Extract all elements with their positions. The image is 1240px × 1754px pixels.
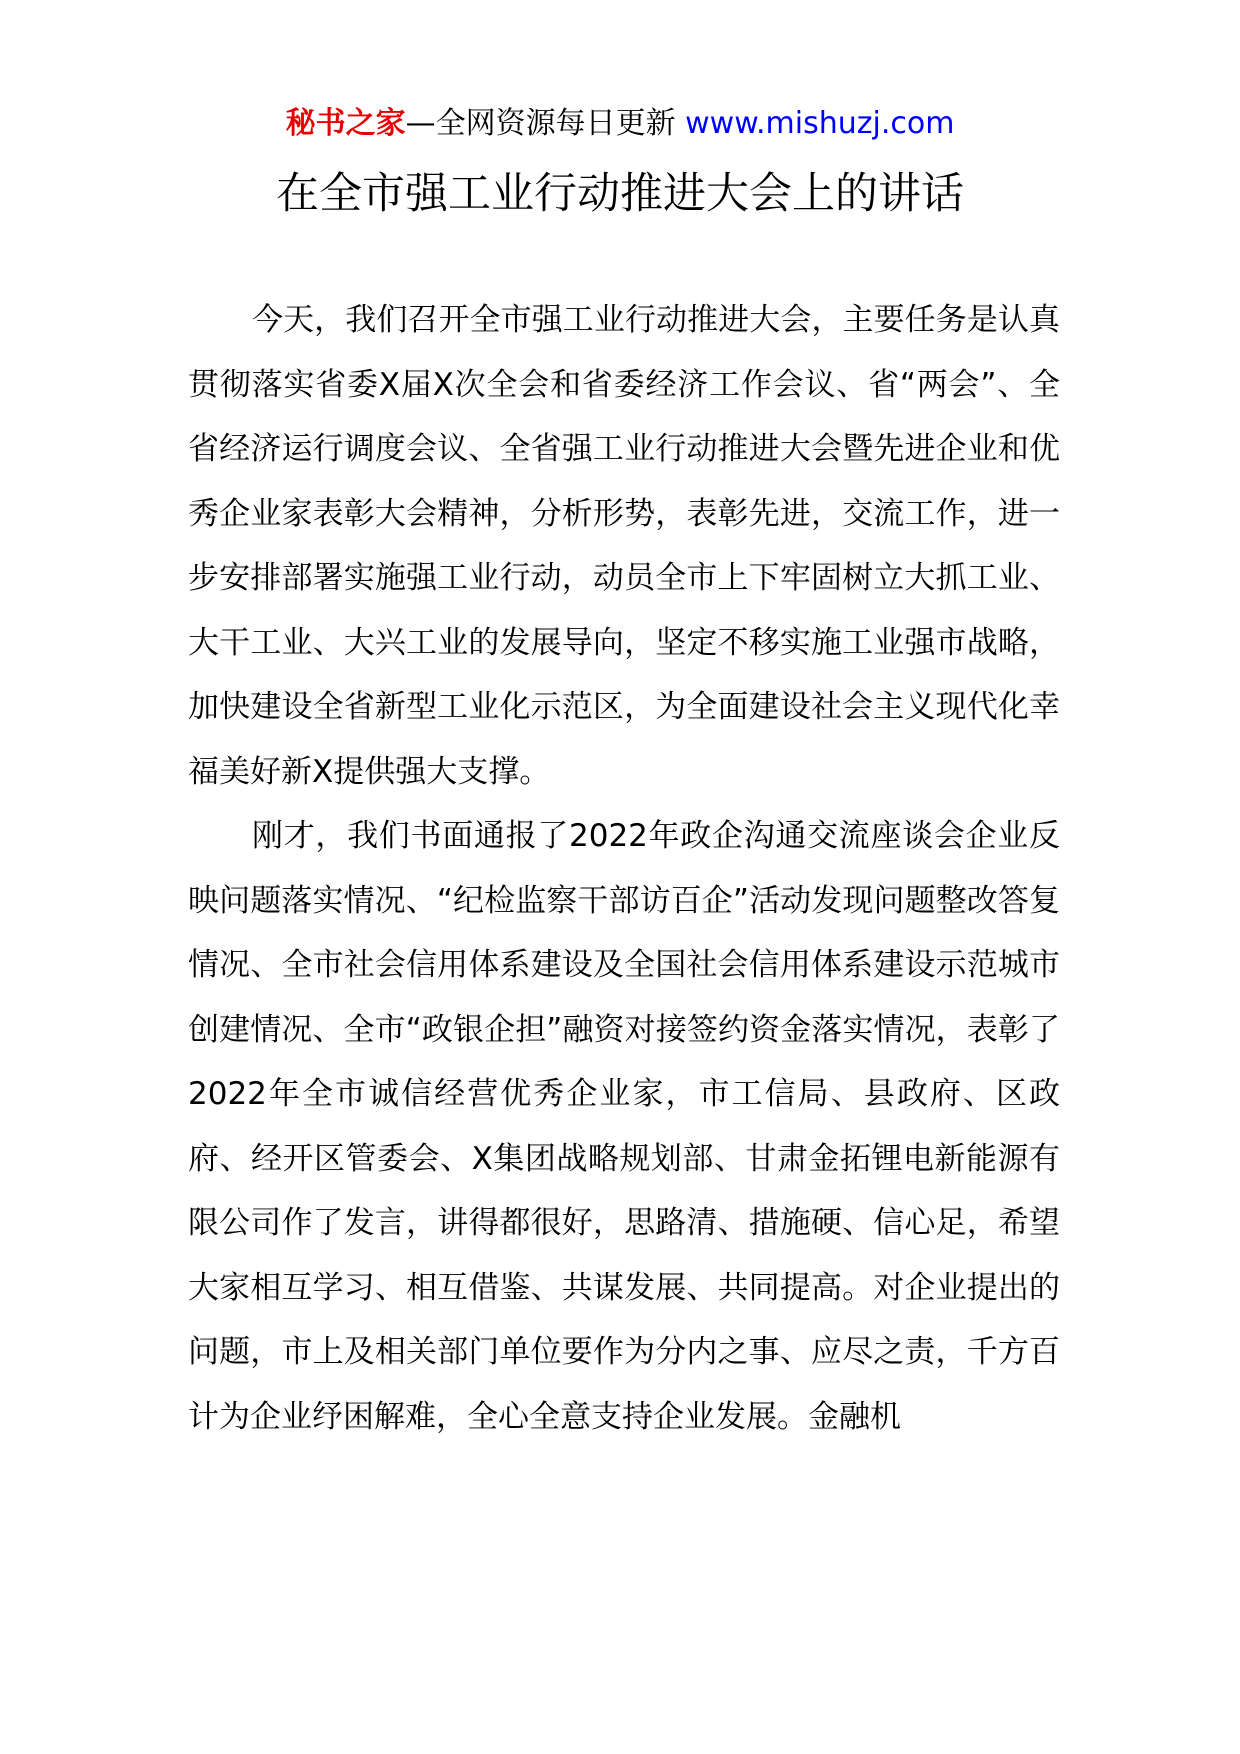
header-tagline: —全网资源每日更新 xyxy=(405,106,686,141)
document-body xyxy=(188,288,1060,1449)
site-url[interactable]: www.mishuzj.com xyxy=(685,106,955,141)
site-header xyxy=(0,100,1240,148)
brand-name: 秘书之家 xyxy=(285,106,406,141)
paragraph-2: 刚才，我们书面通报了2022年政企沟通交流座谈会企业反映问题落实情况、“纪检监察干部访百企”活动发现问题整改答复情况、全市社会信用体系建设及全国社会信用体系建设示范城市创建情况、全市“政银企担”融资对接签约资金落实情况，表彰了2022年全市诚信经营优秀企业家，市工信局、县政府、区政府、经开区管委会、X集团战略规划部、甘肃金拓锂电新能源有限公司作了发言，讲得都很好，思路清、措施硬、信心足，希望大家相互学习、相互借鉴、共谋发展、共同提高。对企业提出的问题，市上及相关部门单位要作为分内之事、应尽之责，千方百计为企业纾困解难，全心全意支持企业发展。金融机 xyxy=(188,818,1060,1435)
document-title: 在全市强工业行动推进大会上的讲话 xyxy=(276,169,964,219)
paragraph-1: 今天，我们召开全市强工业行动推进大会，主要任务是认真贯彻落实省委X届X次全会和省委经济工作会议、省“两会”、全省经济运行调度会议、全省强工业行动推进大会暨先进企业和优秀企业家表彰大会精神，分析形势，表彰先进，交流工作，进一步安排部署实施强工业行动，动员全市上下牢固树立大抓工业、大干工业、大兴工业的发展导向，坚定不移实施工业强市战略，加快建设全省新型工业化示范区，为全面建设社会主义现代化幸福美好新X提供强大支撑。 xyxy=(188,302,1060,790)
